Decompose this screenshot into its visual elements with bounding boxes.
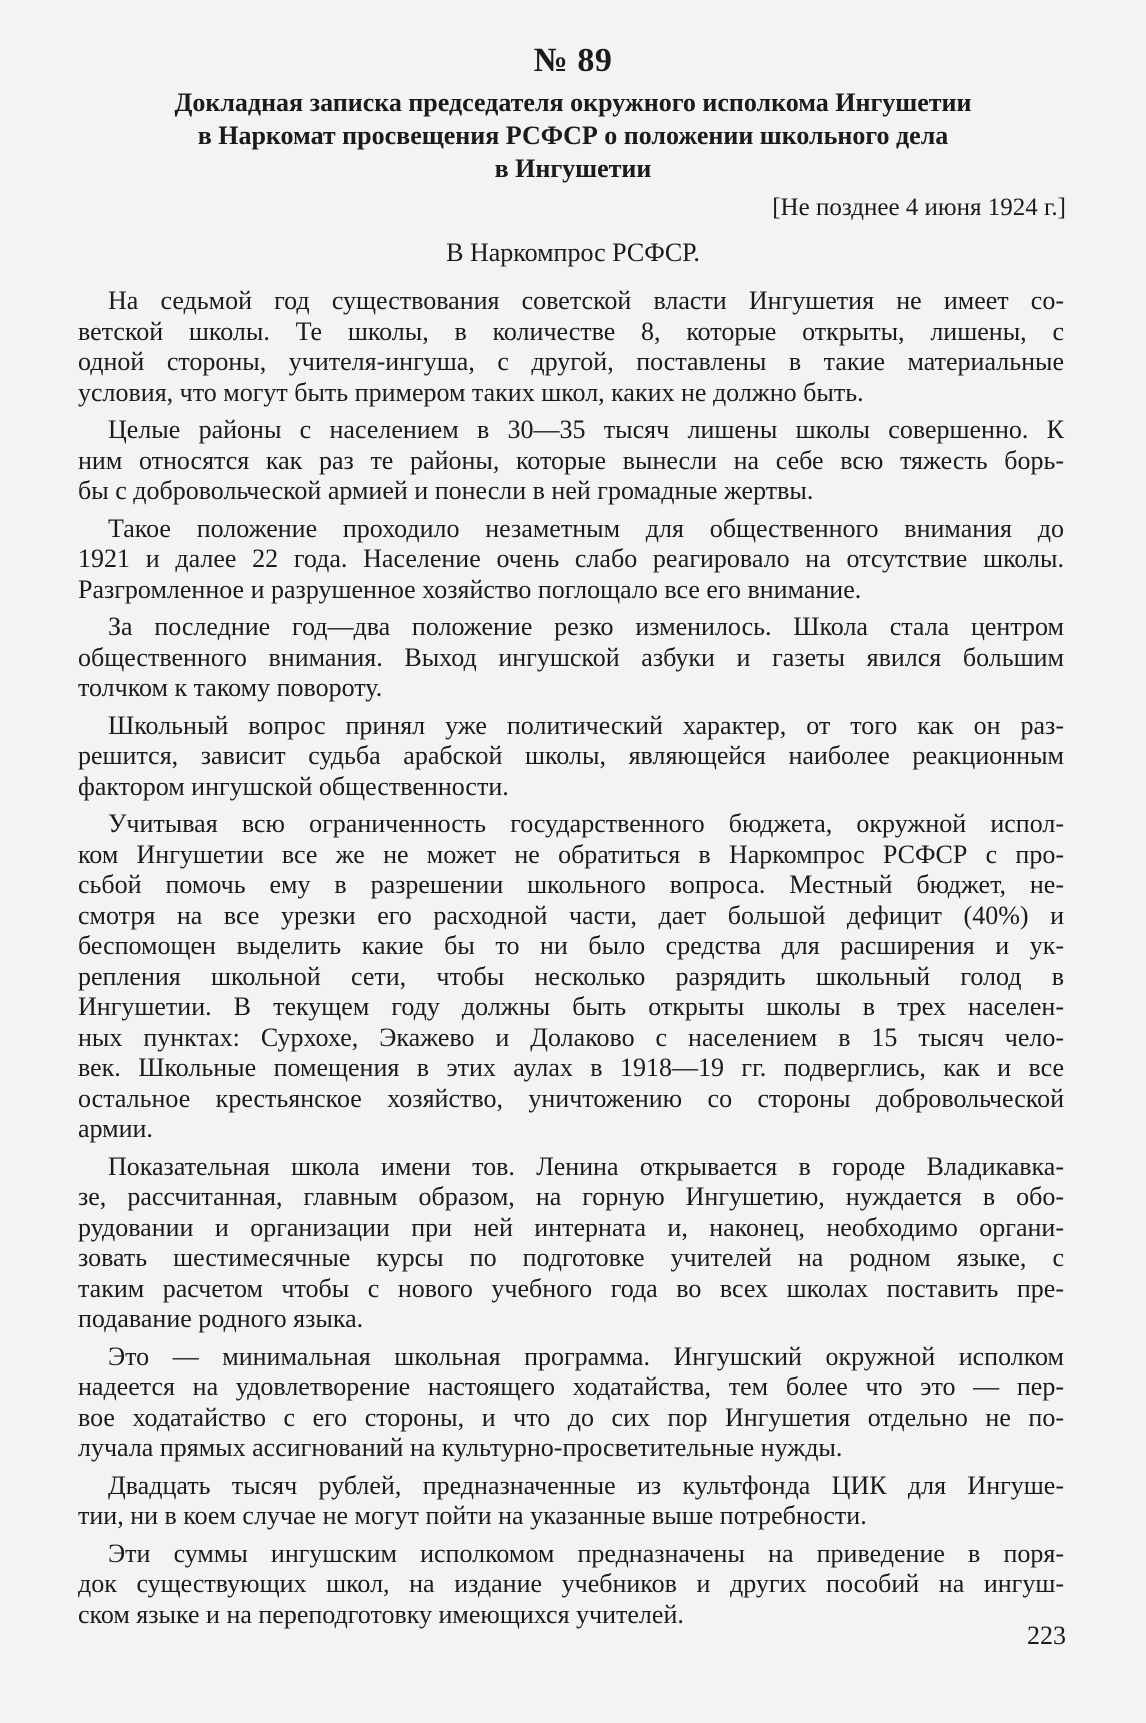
paragraph	[78, 711, 1064, 803]
paragraph	[78, 1539, 1064, 1631]
text-line: фактором ингушской общественности.	[78, 771, 509, 801]
document-date: [Не позднее 4 июня 1924 г.]	[772, 194, 1066, 221]
text-line: зовать шестимесячные курсы по подготовке учителей на родном языке, с	[78, 1243, 1064, 1272]
text-line: рудовании и организации при ней интерната и, наконец, необходимо органи-	[78, 1212, 1064, 1242]
text-line: тии, ни в коем случае не могут пойти на указанные выше потребности.	[78, 1501, 867, 1530]
text-line: Учитывая всю ограниченность государственного бюджета, окружной испол-	[108, 809, 1064, 838]
text-line: Двадцать тысяч рублей, предназначенные из культфонда ЦИК для Ингуше-	[108, 1470, 1064, 1500]
text-line: ком Ингушетии все же не может не обратиться в Наркомпрос РСФСР с про-	[78, 839, 1064, 869]
title-line: в Ингушетии	[494, 154, 652, 183]
paragraph	[78, 1342, 1064, 1464]
text-line: Это — минимальная школьная программа. Ингушский окружной исполком	[108, 1341, 1064, 1371]
text-line: На седьмой год существования советской власти Ингушетия не имеет со-	[108, 286, 1064, 315]
text-line: бы с добровольческой армией и понесли в ней громадные жертвы.	[78, 476, 814, 505]
text-line: армии.	[78, 1114, 153, 1143]
text-line: Эти суммы ингушским исполкомом предназначены на приведение в поря-	[108, 1538, 1064, 1568]
text-line: одной стороны, учителя-ингуша, с другой, поставлены в такие материальные	[78, 347, 1064, 376]
text-line: зе, рассчитанная, главным образом, на горную Ингушетию, нуждается в обо-	[78, 1182, 1064, 1211]
paragraph	[78, 612, 1064, 704]
text-line: толчком к такому повороту.	[78, 673, 383, 702]
text-line: ним относятся как раз те районы, которые вынесли на себе всю тяжесть борь-	[78, 445, 1064, 475]
text-line: сьбой помочь ему в разрешении школьного вопроса. Местный бюджет, не-	[78, 870, 1064, 899]
text-line: Целые районы с населением в 30—35 тысяч лишены школы совершенно. К	[108, 415, 1064, 444]
text-line: Показательная школа имени тов. Ленина открывается в городе Владикавка-	[108, 1151, 1064, 1181]
paragraph	[78, 514, 1064, 606]
text-line: ском языке и на переподготовку имеющихся учителей.	[78, 1599, 684, 1629]
paragraph	[78, 1471, 1064, 1532]
paragraph	[78, 415, 1064, 507]
document-body	[78, 286, 1064, 1637]
text-line: За последние год—два положение резко изменилось. Школа стала центром	[108, 612, 1064, 641]
document-title	[110, 86, 1036, 185]
text-line: ных пунктах: Сурхохе, Экажево и Долаково с населением в 15 тысяч чело-	[78, 1022, 1064, 1052]
text-line: таким расчетом чтобы с нового учебного года во всех школах поставить пре-	[78, 1273, 1064, 1303]
title-line: в Наркомат просвещения РСФСР о положении школьного дела	[197, 121, 949, 150]
text-line: общественного внимания. Выход ингушской азбуки и газеты явился большим	[78, 642, 1064, 672]
text-line: ветской школы. Те школы, в количестве 8, которые открыты, лишены, с	[78, 316, 1064, 346]
page-number: 223	[1027, 1621, 1066, 1650]
text-line: век. Школьные помещения в этих аулах в 1918—19 гг. подверглись, как и все	[78, 1053, 1064, 1082]
paragraph	[78, 1152, 1064, 1335]
text-line: подавание родного языка.	[78, 1304, 364, 1333]
text-line: лучала прямых ассигнований на культурно-просветительные нужды.	[78, 1433, 843, 1462]
text-line: док существующих школ, на издание учебников и других пособий на ингуш-	[78, 1569, 1064, 1598]
text-line: беспомощен выделить какие бы то ни было средства для расширения и ук-	[78, 931, 1064, 960]
document-number: № 89	[533, 42, 613, 79]
text-line: Такое положение проходило незаметным для общественного внимания до	[108, 513, 1064, 543]
text-line: Разгромленное и разрушенное хозяйство поглощало все его внимание.	[78, 574, 862, 604]
text-line: условия, что могут быть примером таких школ, каких не должно быть.	[78, 377, 864, 407]
text-line: репления школьной сети, чтобы несколько разрядить школьный голод в	[78, 961, 1064, 991]
text-line: вое ходатайство с его стороны, и что до сих пор Ингушетия отдельно не по-	[78, 1402, 1064, 1432]
title-line: Докладная записка председателя окружного исполкома Ингушетии	[174, 88, 972, 117]
text-line: надеется на удовлетворение настоящего ходатайства, тем более что это — пер-	[78, 1372, 1064, 1401]
text-line: решится, зависит судьба арабской школы, являющейся наиболее реакционным	[78, 741, 1064, 770]
text-line: остальное крестьянское хозяйство, уничтожению со стороны добровольческой	[78, 1083, 1064, 1113]
text-line: 1921 и далее 22 года. Население очень слабо реагировало на отсутствие школы.	[78, 544, 1064, 573]
document-addressee: В Наркомпрос РСФСР.	[446, 238, 700, 267]
paragraph	[78, 809, 1064, 1145]
text-line: смотря на все урезки его расходной части, дает большой дефицит (40%) и	[78, 900, 1064, 930]
paragraph	[78, 286, 1064, 408]
text-line: Школьный вопрос принял уже политический характер, от того как он раз-	[108, 710, 1064, 740]
text-line: Ингушетии. В текущем году должны быть открыты школы в трех населен-	[78, 992, 1064, 1021]
